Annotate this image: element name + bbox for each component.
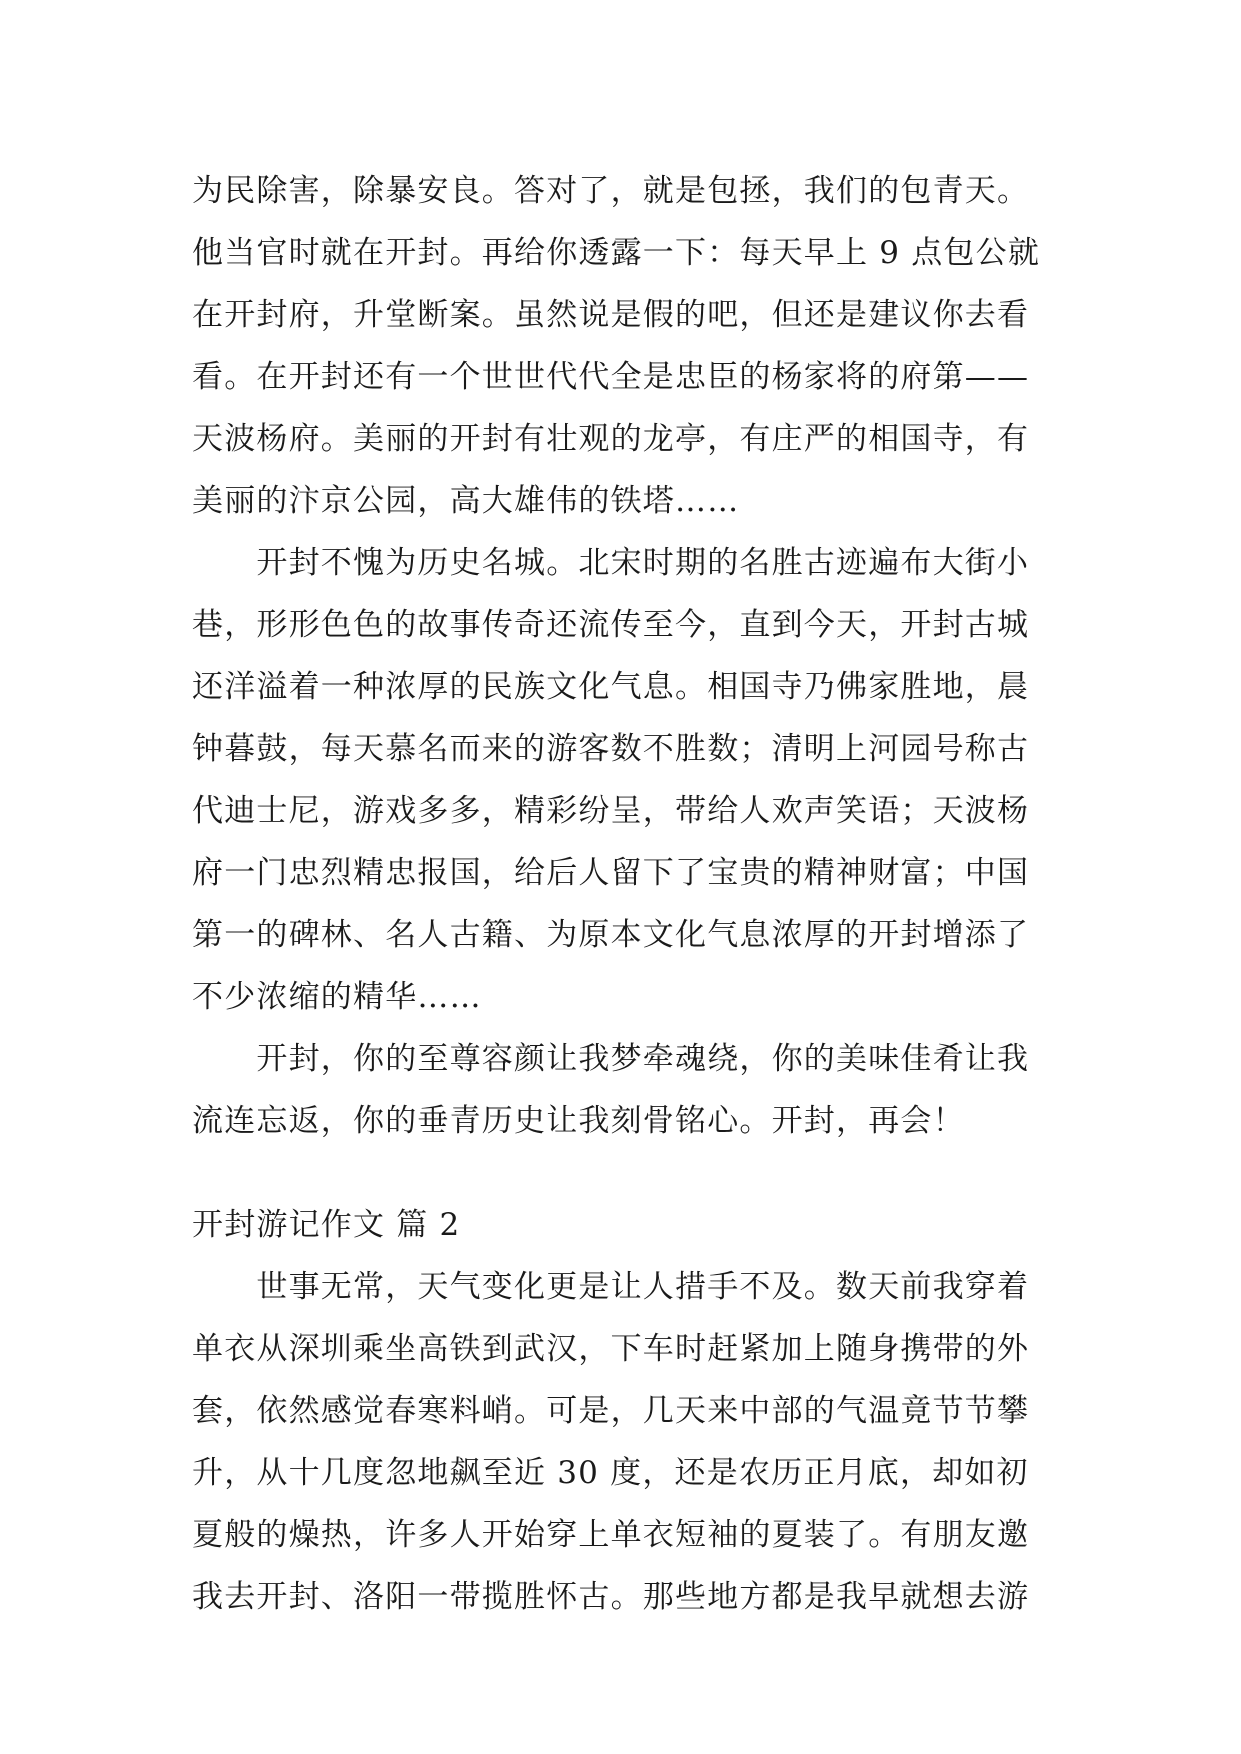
text-line: 夏般的燥热，许多人开始穿上单衣短袖的夏装了。有朋友邀	[192, 1517, 1030, 1553]
text-line: 巷，形形色色的故事传奇还流传至今，直到今天，开封古城	[192, 607, 1030, 643]
text-line: 为民除害，除暴安良。答对了，就是包拯，我们的包青天。	[192, 173, 1030, 209]
text-line: 开封不愧为历史名城。北宋时期的名胜古迹遍布大街小	[192, 545, 1030, 581]
text-line: 我去开封、洛阳一带揽胜怀古。那些地方都是我早就想去游	[192, 1579, 1030, 1615]
text-line: 天波杨府。美丽的开封有壮观的龙亭，有庄严的相国寺，有	[192, 421, 1030, 457]
text-line: 钟暮鼓，每天慕名而来的游客数不胜数；清明上河园号称古	[192, 731, 1030, 767]
section-title: 开封游记作文 篇 2	[192, 1207, 461, 1243]
text-line: 套，依然感觉春寒料峭。可是，几天来中部的气温竟节节攀	[192, 1393, 1030, 1429]
text-line: 还洋溢着一种浓厚的民族文化气息。相国寺乃佛家胜地，晨	[192, 669, 1030, 705]
text-line: 在开封府，升堂断案。虽然说是假的吧，但还是建议你去看	[192, 297, 1030, 333]
text-line: 单衣从深圳乘坐高铁到武汉，下车时赶紧加上随身携带的外	[192, 1331, 1030, 1367]
text-line: 美丽的汴京公园，高大雄伟的铁塔……	[192, 483, 740, 519]
text-line: 代迪士尼，游戏多多，精彩纷呈，带给人欢声笑语；天波杨	[192, 793, 1030, 829]
text-line: 流连忘返，你的垂青历史让我刻骨铭心。开封，再会！	[192, 1103, 965, 1139]
text-line: 世事无常，天气变化更是让人措手不及。数天前我穿着	[192, 1269, 1030, 1305]
text-line: 第一的碑林、名人古籍、为原本文化气息浓厚的开封增添了	[192, 917, 1030, 953]
text-line: 开封，你的至尊容颜让我梦牵魂绕，你的美味佳肴让我	[192, 1041, 1030, 1077]
text-line: 升，从十几度忽地飙至近 30 度，还是农历正月底，却如初	[192, 1455, 1029, 1491]
paragraph-section-2	[192, 1256, 1070, 1628]
text-line: 他当官时就在开封。再给你透露一下：每天早上 9 点包公就	[192, 235, 1041, 271]
text-line: 府一门忠烈精忠报国，给后人留下了宝贵的精神财富；中国	[192, 855, 1030, 891]
text-line: 不少浓缩的精华……	[192, 979, 482, 1015]
text-line: 看。在开封还有一个世世代代全是忠臣的杨家将的府第——	[192, 359, 1030, 395]
paragraph-continuation	[192, 160, 1070, 532]
document-page	[192, 160, 1070, 1628]
paragraph-farewell	[192, 1028, 1070, 1152]
paragraph-history	[192, 532, 1070, 1028]
